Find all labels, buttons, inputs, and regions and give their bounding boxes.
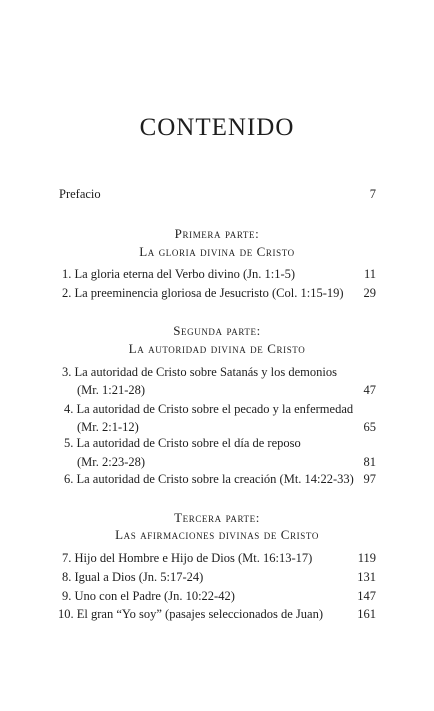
toc-entry-page: 7 [369, 187, 376, 201]
toc-entry-text: 7. Hijo del Hombre e Hijo de Dios (Mt. 16:13-17) [62, 551, 313, 565]
toc-entry[interactable] [62, 551, 376, 566]
toc-entry-text: 10. El gran “Yo soy” (pasajes seleccionados de Juan) [58, 607, 323, 621]
toc-entry-text: 1. La gloria eterna del Verbo divino (Jn. 1:1-5) [62, 267, 296, 281]
toc-entry-page: 147 [357, 589, 376, 603]
toc-entry-page: 119 [357, 551, 376, 565]
toc-entry-page: 11 [363, 267, 376, 281]
toc-entry[interactable] [62, 570, 376, 585]
part-3-title: Las afirmaciones divinas de Cristo [115, 527, 319, 542]
toc-entry-continuation[interactable] [77, 383, 376, 398]
toc-entry-page: 161 [357, 607, 376, 621]
toc-entry-text: 5. La autoridad de Cristo sobre el día de reposo [64, 436, 301, 450]
toc-entry-page: 47 [363, 383, 376, 397]
toc-entry-text: (Mr. 2:1-12) [77, 420, 139, 434]
toc-entry-page: 65 [363, 420, 376, 434]
toc-entry-text: 8. Igual a Dios (Jn. 5:17-24) [62, 570, 204, 584]
toc-entry-preface[interactable] [59, 187, 376, 202]
toc-entry[interactable] [58, 607, 376, 622]
toc-entry-page: 97 [363, 472, 376, 486]
toc-entry-text: 6. La autoridad de Cristo sobre la creación (Mt. 14:22-33) [64, 472, 354, 486]
toc-entry[interactable] [62, 267, 376, 282]
toc-entry-text: 9. Uno con el Padre (Jn. 10:22-42) [62, 589, 235, 603]
page-title: CONTENIDO [139, 114, 295, 141]
toc-entry-text: 4. La autoridad de Cristo sobre el pecado y la enfermedad [64, 402, 354, 416]
toc-entry-page: 81 [363, 455, 376, 469]
part-1-title: La gloria divina de Cristo [139, 244, 295, 259]
toc-entry-page: 29 [363, 286, 376, 300]
toc-entry[interactable] [64, 472, 376, 487]
toc-entry-text: 3. La autoridad de Cristo sobre Satanás y los demonios [62, 365, 337, 379]
toc-entry-text: (Mr. 2:23-28) [77, 455, 146, 469]
part-3-label: Tercera parte: [174, 510, 260, 525]
toc-entry-continuation[interactable] [77, 455, 376, 470]
toc-entry-text: 2. La preeminencia gloriosa de Jesucristo (Col. 1:15-19) [62, 286, 344, 300]
toc-entry-text: (Mr. 1:21-28) [77, 383, 146, 397]
toc-entry[interactable] [64, 436, 376, 451]
toc-entry-text: Prefacio [59, 187, 101, 201]
part-2-title: La autoridad divina de Cristo [128, 341, 306, 356]
toc-entry[interactable] [64, 402, 376, 417]
toc-entry[interactable] [62, 365, 376, 380]
part-2-label: Segunda parte: [173, 323, 261, 338]
toc-entry[interactable] [62, 286, 376, 301]
toc-entry-continuation[interactable] [77, 420, 376, 435]
part-1-label: Primera parte: [174, 226, 260, 241]
toc-entry-page: 131 [357, 570, 376, 584]
toc-entry[interactable] [62, 589, 376, 604]
